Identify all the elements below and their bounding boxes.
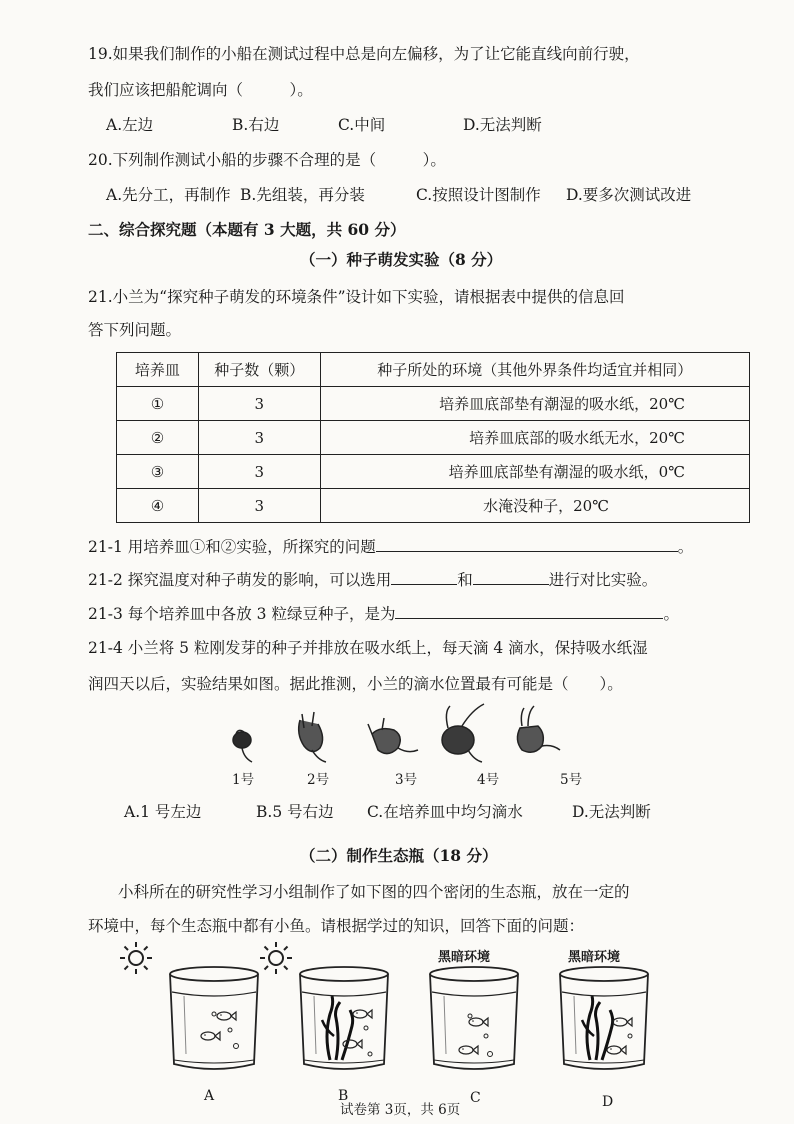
experiment-table [116, 352, 750, 523]
q21-4-option-c: C.在培养皿中均匀滴水 [367, 803, 523, 821]
seed-count: 3 [198, 421, 320, 455]
jar-d [560, 967, 648, 1069]
jar-letter-d: D [602, 1094, 614, 1110]
jar-a [170, 967, 258, 1069]
q21-1 [88, 535, 693, 557]
seedling-1 [233, 730, 252, 762]
q20-option-a: A.先分工，再制作 [106, 186, 231, 204]
q21-3-text: 21-3 每个培养皿中各放 3 粒绿豆种子，是为 [88, 605, 396, 623]
seedlings-figure [222, 700, 562, 770]
table-row [117, 455, 750, 489]
seed-count: 3 [198, 455, 320, 489]
table-header: 种子数（颗） [198, 353, 320, 387]
q21-4-line2: 润四天以后，实验结果如图。据此推测，小兰的滴水位置最有可能是（ ）。 [88, 675, 623, 693]
q20-option-d: D.要多次测试改进 [566, 186, 692, 204]
q19-option-a: A.左边 [106, 116, 154, 134]
seed-label-4: 4号 [477, 772, 500, 788]
q21-3 [88, 602, 679, 624]
seed-label-5: 5号 [560, 772, 583, 788]
q21-4-option-a: A.1 号左边 [124, 803, 202, 821]
jar-c [430, 967, 518, 1069]
table-row [117, 421, 750, 455]
dish-id: ③ [117, 455, 199, 489]
q21-2-text: 21-2 探究温度对种子萌发的影响，可以选用 [88, 571, 392, 589]
seed-count: 3 [198, 387, 320, 421]
seedling-5 [517, 706, 560, 752]
jar-letter-b: B [338, 1088, 349, 1104]
q19-line2: 我们应该把船舵调向（ ）。 [88, 81, 313, 99]
q21-4-option-b: B.5 号右边 [256, 803, 334, 821]
jar-letter-a: A [204, 1088, 215, 1104]
q20-option-b: B.先组装，再分装 [240, 186, 365, 204]
seed-label-2: 2号 [307, 772, 330, 788]
seedling-2 [299, 712, 326, 762]
dish-id: ② [117, 421, 199, 455]
eco-line2: 环境中，每个生态瓶中都有小鱼。请根据学过的知识，回答下面的问题： [88, 917, 585, 935]
q20-stem: 20.下列制作测试小船的步骤不合理的是（ ）。 [88, 151, 446, 169]
eco-line1: 小科所在的研究性学习小组制作了如下图的四个密闭的生态瓶，放在一定的 [118, 883, 630, 901]
seedling-3 [368, 718, 418, 754]
table-header: 培养皿 [117, 353, 199, 387]
answer-blank[interactable] [395, 602, 663, 619]
eco-jars-figure [160, 966, 660, 1078]
table-row [117, 489, 750, 523]
q21-3-end: 。 [663, 605, 679, 623]
q19-option-b: B.右边 [232, 116, 280, 134]
seed-label-3: 3号 [395, 772, 418, 788]
page-footer: 试卷第 3页，共 6页 [340, 1102, 461, 1118]
seed-label-1: 1号 [232, 772, 255, 788]
q21-1-end: 。 [677, 538, 694, 556]
jar-letter-c: C [470, 1090, 481, 1106]
dark-label-c: 黑暗环境 [438, 950, 491, 965]
part2-title: （二）制作生态瓶（18 分） [300, 846, 498, 865]
q19-line1: 19.如果我们制作的小船在测试过程中总是向左偏移，为了让它能直线向前行驶， [88, 45, 640, 63]
q21-2 [88, 568, 657, 590]
q21-line2: 答下列问题。 [88, 321, 182, 339]
q21-line1: 21.小兰为“探究种子萌发的环境条件”设计如下实验，请根据表中提供的信息回 [88, 288, 625, 306]
dark-label-d: 黑暗环境 [568, 950, 621, 965]
seedling-4 [442, 704, 484, 762]
dish-id: ④ [117, 489, 199, 523]
section2-title: 二、综合探究题（本题有 3 大题，共 60 分） [88, 220, 406, 239]
environment: 培养皿底部的吸水纸无水，20℃ [320, 421, 749, 455]
part1-title: （一）种子萌发实验（8 分） [300, 250, 503, 269]
q21-4-option-d: D.无法判断 [572, 803, 651, 821]
table-header-row [117, 353, 750, 387]
jar-b [300, 967, 388, 1069]
q21-2-end: 进行对比实验。 [548, 571, 658, 589]
answer-blank[interactable] [376, 535, 678, 552]
environment: 培养皿底部垫有潮湿的吸水纸，20℃ [320, 387, 749, 421]
environment: 培养皿底部垫有潮湿的吸水纸，0℃ [320, 455, 749, 489]
seed-count: 3 [198, 489, 320, 523]
q21-4-line1: 21-4 小兰将 5 粒刚发芽的种子并排放在吸水纸上，每天滴 4 滴水，保持吸水纸湿 [88, 639, 648, 657]
q21-2-and: 和 [457, 571, 473, 589]
environment: 水淹没种子，20℃ [320, 489, 749, 523]
q20-option-c: C.按照设计图制作 [416, 186, 541, 204]
sun-icon [118, 940, 154, 976]
dish-id: ① [117, 387, 199, 421]
table-header: 种子所处的环境（其他外界条件均适宜并相同） [320, 353, 749, 387]
q19-option-c: C.中间 [338, 116, 386, 134]
q21-1-text: 21-1 用培养皿①和②实验，所探究的问题 [88, 538, 376, 556]
table-row [117, 387, 750, 421]
answer-blank[interactable] [473, 568, 549, 585]
answer-blank[interactable] [391, 568, 457, 585]
q19-option-d: D.无法判断 [463, 116, 542, 134]
